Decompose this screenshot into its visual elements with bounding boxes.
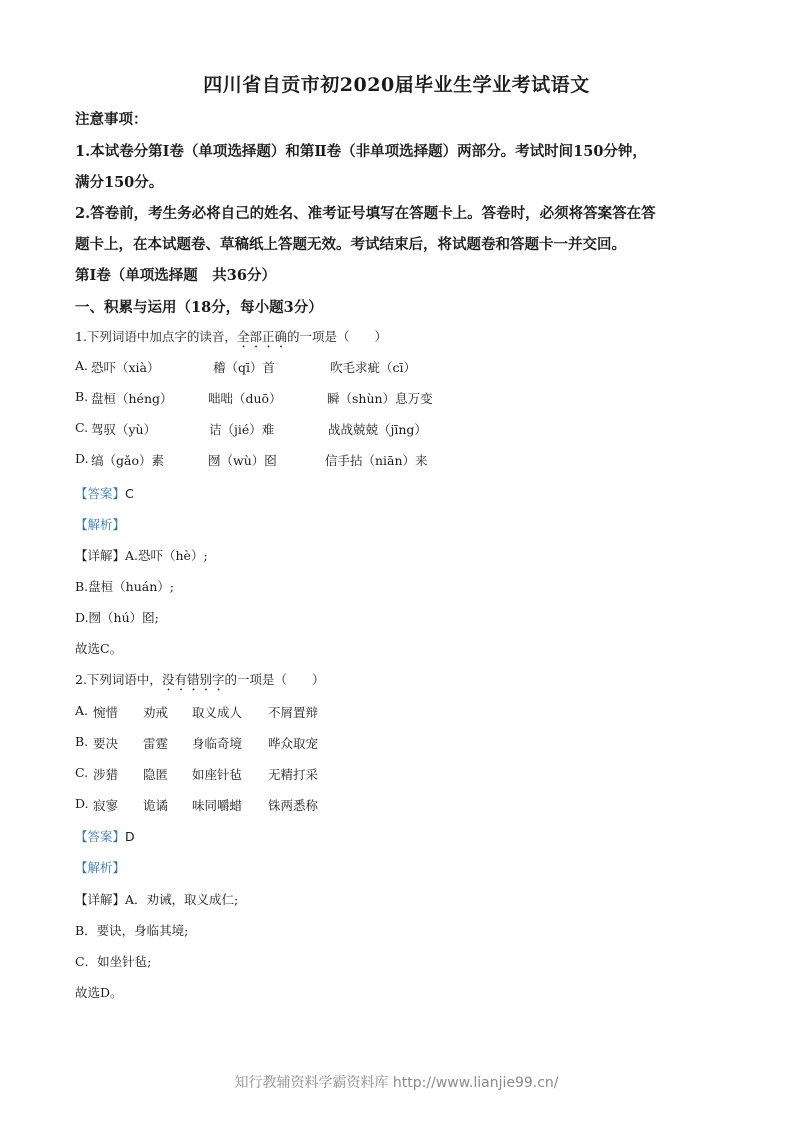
answer-value: C	[125, 486, 134, 501]
q2-option-label: C.	[75, 765, 89, 780]
page-title: 四川省自贡市初2020届毕业生学业考试语文	[203, 74, 590, 96]
q2-detail-line: B．要诀，身临其境;	[75, 923, 189, 938]
question-1-stem-end: 的一项是（ ）	[286, 329, 387, 344]
q1-answer	[75, 484, 134, 502]
q1-detail-line: 【详解】A.恐吓（hè）;	[75, 548, 208, 563]
q1-analysis-tag: 【解析】	[75, 517, 126, 532]
question-2-stem-dotted: 没有错别字	[161, 672, 225, 687]
q2-option-word: 寂寥	[93, 798, 119, 813]
q1-detail-line: 故选C。	[75, 641, 123, 656]
q1-detail-line: B.盘桓（huán）;	[75, 579, 174, 594]
q2-option-word: 味同嚼蜡	[192, 798, 243, 813]
part-heading: 一、积累与运用（18分，每小题3分）	[75, 299, 323, 316]
q1-option-word: 信手拈（niān）来	[325, 453, 428, 468]
question-1-stem-dotted: 全部正确	[236, 329, 287, 344]
question-1-stem	[75, 327, 387, 351]
answer-value: D	[125, 829, 135, 844]
q1-detail-line: D.囫（hú）囵;	[75, 610, 159, 625]
notice-item-2: 2.答卷前，考生务必将自己的姓名、准考证号填写在答题卡上。答卷时，必须将答案答在答	[75, 205, 656, 222]
notice-item-1-cont: 满分150分。	[75, 174, 164, 191]
q2-option-word: 雷霆	[143, 736, 169, 751]
q1-option-word: 恐吓（xià）	[91, 360, 160, 375]
question-1-stem-start: 1.下列词语中加点字的读音，	[75, 329, 237, 344]
q2-option-word: 不屑置辩	[268, 705, 319, 720]
q2-option-word: 诡谲	[143, 798, 169, 813]
q1-option-label: D.	[75, 451, 89, 466]
q2-option-word: 涉猎	[93, 767, 119, 782]
question-2-stem-start: 2.下列词语中，	[75, 672, 162, 687]
q2-analysis-tag: 【解析】	[75, 860, 126, 875]
q2-option-label: D.	[75, 796, 89, 811]
section-heading: 第Ⅰ卷（单项选择题 共36分）	[75, 267, 276, 284]
q2-option-word: 惋惜	[93, 705, 119, 720]
q1-option-word: 稽（qī）首	[213, 360, 275, 375]
q2-option-word: 如座针毡	[192, 767, 243, 782]
q2-detail-line: 故选D。	[75, 985, 123, 1000]
q1-option-word: 吹毛求疵（cī）	[330, 360, 416, 375]
q2-option-label: A.	[75, 703, 89, 718]
q1-option-label: C.	[75, 420, 89, 435]
q2-option-word: 取义成人	[192, 705, 243, 720]
notice-item-1: 1.本试卷分第Ⅰ卷（单项选择题）和第Ⅱ卷（非单项选择题）两部分。考试时间150分钟，	[75, 143, 647, 160]
q1-option-word: 缟（gǎo）素	[91, 453, 164, 468]
notice-item-2-cont: 题卡上，在本试题卷、草稿纸上答题无效。考试结束后，将试题卷和答题卡一并交回。	[75, 236, 626, 253]
answer-tag: 【答案】	[75, 829, 126, 844]
footer-watermark: 知行教辅资料学霸资料库 http://www.lianjie99.cn/	[234, 1075, 559, 1091]
question-2-stem	[75, 670, 324, 694]
q2-detail-line: C．如坐针毡;	[75, 954, 152, 969]
q1-option-label: A.	[75, 358, 89, 373]
q2-option-word: 劝戒	[143, 705, 169, 720]
answer-tag: 【答案】	[75, 486, 126, 501]
q2-option-word: 身临奇境	[192, 736, 243, 751]
q1-option-label: B.	[75, 389, 89, 404]
q2-option-word: 铢两悉称	[268, 798, 319, 813]
q1-option-word: 盘桓（héng）	[91, 391, 173, 406]
q2-option-word: 要决	[93, 736, 119, 751]
notice-heading: 注意事项：	[75, 111, 148, 128]
q1-option-word: 咄咄（duō）	[208, 391, 282, 406]
q2-answer	[75, 827, 135, 845]
q2-option-label: B.	[75, 734, 89, 749]
q2-option-word: 隐匿	[143, 767, 169, 782]
q1-option-word: 驾驭（yù）	[91, 422, 157, 437]
q2-option-word: 无精打采	[268, 767, 319, 782]
q1-option-word: 战战兢兢（jīng）	[328, 422, 427, 437]
q2-detail-line: 【详解】A．劝诫，取义成仁;	[75, 892, 239, 907]
question-2-stem-end: 的一项是（ ）	[224, 672, 325, 687]
q1-option-word: 瞬（shùn）息万变	[327, 391, 433, 406]
q1-option-word: 诘（jié）难	[209, 422, 275, 437]
q2-option-word: 哗众取宠	[268, 736, 319, 751]
q1-option-word: 囫（wù）囵	[208, 453, 277, 468]
